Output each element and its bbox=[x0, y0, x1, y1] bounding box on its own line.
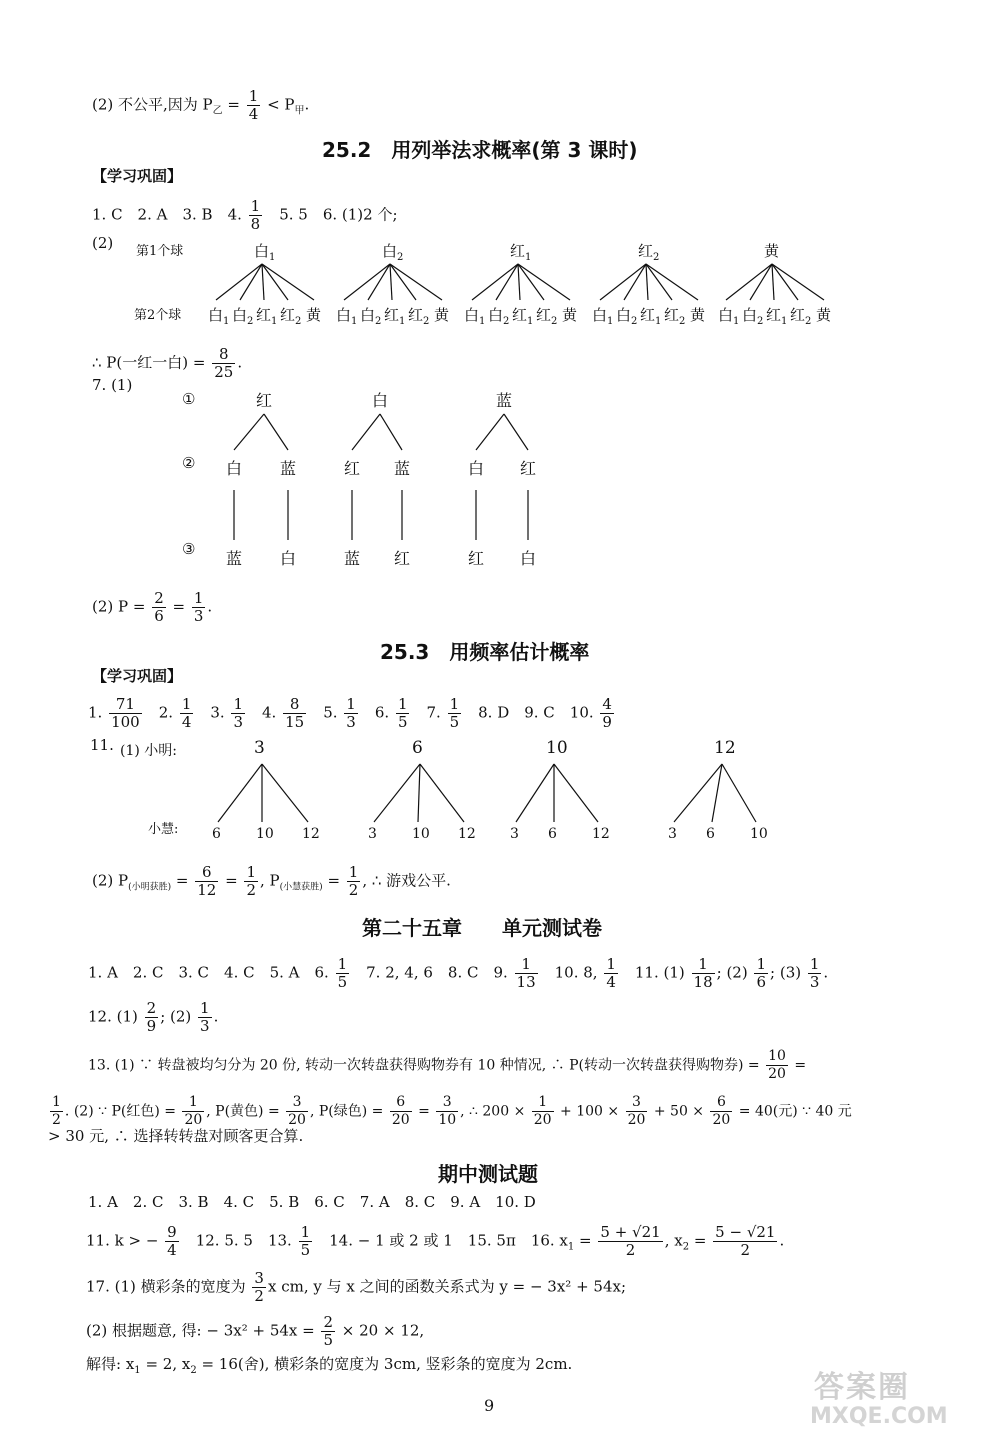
tree-edge bbox=[504, 414, 528, 450]
fraction: $\frac{1}{3}$ bbox=[193, 589, 204, 625]
answer-line-unit-13b: $\frac{1}{2}$ . (2) ∵ P(红色) = $\frac{1}{20}$ , P(黄色) = $\frac{3}{20}$ , P(绿色) = $\frac{6}{20}$ = $\frac{3}{10}$ , ∴ 200 × $\frac{1}{20}$ + 100 × $\frac{3}{20}$ + 50 × $\frac{6}{20}$ = 40(元) ∵ 40 元 bbox=[52, 1094, 852, 1128]
section-title: 期中测试题 bbox=[438, 1162, 538, 1186]
tree-node-leaf: 红$_2$ bbox=[536, 306, 558, 327]
tree-node-leaf: 3 bbox=[668, 826, 677, 842]
tree-node-top: 6 bbox=[412, 738, 423, 758]
tree-row1-label: 第1个球 bbox=[136, 244, 184, 259]
tree-node-leaf: 10 bbox=[750, 826, 768, 842]
tree-node-mid: 红 bbox=[344, 459, 361, 478]
tree-node-top: 红$_1$ bbox=[510, 242, 532, 263]
tree-node-leaf: 红$_1$ bbox=[640, 306, 662, 327]
q7-label: 7. (1) bbox=[92, 376, 133, 394]
tree-node-leaf: 黄 bbox=[690, 306, 706, 324]
tree-node-leaf: 3 bbox=[368, 826, 377, 842]
tree-node-top: 黄 bbox=[764, 242, 780, 260]
tree-edge bbox=[600, 264, 646, 300]
tree-node-bottom: 白 bbox=[280, 549, 297, 568]
tree-node-leaf: 10 bbox=[412, 826, 430, 842]
tree-edge bbox=[518, 264, 570, 300]
tree-node-leaf: 红$_1$ bbox=[256, 306, 278, 327]
tree-edge bbox=[390, 264, 442, 300]
tree-row2-label: 第2个球 bbox=[134, 308, 182, 323]
tree-edge bbox=[496, 264, 518, 300]
tree-node-leaf: 白$_1$ bbox=[336, 306, 358, 327]
tree-node-mid: 蓝 bbox=[394, 459, 411, 478]
tree-node-leaf: 白$_2$ bbox=[232, 306, 254, 327]
tree-node-bottom: 白 bbox=[520, 549, 537, 568]
tree-node-leaf: 12 bbox=[592, 826, 610, 842]
section-tag: 【学习巩固】 bbox=[92, 667, 183, 685]
tree-node-leaf: 白$_1$ bbox=[592, 306, 614, 327]
answer-line-probability: ∴ P(一红一白) = $\frac{8}{25}$ . bbox=[92, 345, 243, 381]
tree-node-leaf: 10 bbox=[256, 826, 274, 842]
tree-edge bbox=[476, 414, 504, 450]
tree-node-leaf: 红$_1$ bbox=[766, 306, 788, 327]
tree-node-top: 红 bbox=[256, 391, 273, 410]
answer-line-1-6: 1. C 2. A 3. B 4. $\frac{1}{8}$ 5. 5 6. (1)2 个; bbox=[92, 197, 398, 233]
tree-edge bbox=[240, 264, 262, 300]
watermark-logo: 答案圈 bbox=[814, 1370, 910, 1405]
tree-edge bbox=[218, 764, 262, 822]
tree-node-bottom: 红 bbox=[394, 549, 411, 568]
answer-line-mid-17-2: (2) 根据题意, 得: − 3x² + 54x = $\frac{2}{5}$ × 20 × 12, bbox=[86, 1313, 425, 1349]
tree-edge bbox=[726, 264, 772, 300]
section-title: 第二十五章 单元测试卷 bbox=[362, 916, 602, 940]
tree-edge bbox=[646, 264, 698, 300]
tree-edge bbox=[712, 764, 722, 822]
q7-circle-3: ③ bbox=[182, 540, 196, 558]
tree-edge bbox=[518, 264, 544, 300]
answer-line-unit-13c: > 30 元, ∴ 选择转转盘对顾客更合算. bbox=[48, 1127, 304, 1145]
tree-edge bbox=[352, 414, 380, 450]
tree-node-top: 12 bbox=[714, 738, 736, 758]
tree-node-leaf: 白$_1$ bbox=[208, 306, 230, 327]
tree-node-top: 3 bbox=[254, 738, 265, 758]
tree-edge bbox=[750, 264, 772, 300]
tree-node-bottom: 蓝 bbox=[226, 549, 243, 568]
tree-edge bbox=[772, 264, 798, 300]
answer-line-1-10: 1. $\frac{71}{100}$ 2. $\frac{1}{4}$ 3. $\frac{1}{3}$ 4. $\frac{8}{15}$ 5. $\frac{1}{3}$ 6. $\frac{1}{5}$ 7. $\frac{1}{5}$ 8. D 9. C 10. $\frac{4}{9}$ bbox=[88, 695, 612, 731]
tree-edge bbox=[380, 414, 402, 450]
tree-node-bottom: 红 bbox=[468, 549, 485, 568]
fraction: $\frac{8}{25}$ bbox=[214, 345, 234, 381]
tree-node-leaf: 白$_1$ bbox=[718, 306, 740, 327]
section-tag: 【学习巩固】 bbox=[92, 167, 183, 185]
q7-circle-2: ② bbox=[182, 454, 196, 472]
tree-edge bbox=[418, 764, 420, 822]
tree-node-leaf: 白$_1$ bbox=[464, 306, 486, 327]
tree-edge bbox=[722, 764, 756, 822]
tree-node-leaf: 12 bbox=[302, 826, 320, 842]
tree-node-mid: 红 bbox=[520, 459, 537, 478]
tree-node-leaf: 黄 bbox=[562, 306, 578, 324]
tree-node-leaf: 红$_2$ bbox=[664, 306, 686, 327]
tree-node-leaf: 白$_2$ bbox=[360, 306, 382, 327]
answer-line-q11-2: (2) $P_{(小明获胜)}$ = $\frac{6}{12}$ = $\frac{1}{2}$ , $P_{(小慧获胜)}$ = $\frac{1}{2}$ , ∴ 游戏公平. bbox=[92, 863, 451, 899]
tree-node-leaf: 黄 bbox=[816, 306, 832, 324]
tree-node-top: 白 bbox=[372, 391, 389, 410]
tree-edge bbox=[554, 764, 598, 822]
tree-edge bbox=[216, 264, 262, 300]
answer-line-unit-12: 12. (1) $\frac{2}{9}$ ; (2) $\frac{1}{3}$ . bbox=[88, 999, 219, 1035]
tree-edge bbox=[646, 264, 672, 300]
answer-line-unit-1-11: 1. A 2. C 3. C 4. C 5. A 6. $\frac{1}{5}$ 7. 2, 4, 6 8. C 9. $\frac{1}{13}$ 10. 8, $\frac{1}{4}$ 11. (1) $\frac{1}{18}$ ; (2) $\frac{1}{6}$ ; (3) $\frac{1}{3}$ . bbox=[88, 955, 829, 991]
tree-edge bbox=[262, 264, 288, 300]
answer-line-fairness: (2) 不公平,因为 $P_乙$ = $\frac{1}{4}$ < $P_甲$. bbox=[92, 87, 310, 123]
tree-edge bbox=[262, 264, 264, 300]
tree-edge bbox=[368, 264, 390, 300]
tree-node-top: 白$_2$ bbox=[382, 242, 404, 263]
tree-node-mid: 蓝 bbox=[280, 459, 297, 478]
tree-edge bbox=[516, 764, 554, 822]
tree-node-top: 白$_1$ bbox=[254, 242, 276, 263]
tree-edge bbox=[646, 264, 648, 300]
q11-label: 11. bbox=[90, 736, 114, 754]
tree-label: (2) bbox=[92, 234, 114, 252]
tree-edge bbox=[234, 414, 264, 450]
tree-node-top: 蓝 bbox=[496, 391, 513, 410]
tree-node-top: 红$_2$ bbox=[638, 242, 660, 263]
tree-edge bbox=[518, 264, 520, 300]
tree-node-leaf: 黄 bbox=[306, 306, 322, 324]
tree-edge bbox=[344, 264, 390, 300]
tree-edge bbox=[390, 264, 416, 300]
tree-edge bbox=[262, 764, 308, 822]
tree-node-leaf: 3 bbox=[510, 826, 519, 842]
answer-line-q7-2: (2) P = $\frac{2}{6}$ = $\frac{1}{3}$ . bbox=[92, 589, 213, 625]
tree-edge bbox=[472, 264, 518, 300]
tree-node-leaf: 12 bbox=[458, 826, 476, 842]
tree-edge bbox=[420, 764, 464, 822]
tree-edge bbox=[772, 264, 824, 300]
fraction: $\frac{2}{6}$ bbox=[154, 589, 164, 625]
tree-edge bbox=[262, 264, 314, 300]
tree-edge bbox=[374, 764, 420, 822]
page-number: 9 bbox=[484, 1396, 495, 1415]
tree-edge bbox=[390, 264, 392, 300]
fraction: $\frac{1}{8}$ bbox=[250, 197, 261, 233]
tree-node-leaf: 6 bbox=[706, 826, 715, 842]
tree-node-leaf: 红$_2$ bbox=[790, 306, 812, 327]
section-title: 25.2 用列举法求概率(第 3 课时) bbox=[322, 138, 638, 162]
section-title: 25.3 用频率估计概率 bbox=[380, 640, 590, 664]
answer-line-mid-17: 17. (1) 横彩条的宽度为 $\frac{3}{2}$ x cm, y 与 x 之间的函数关系式为 y = − 3x² + 54x; bbox=[86, 1269, 626, 1305]
tree-node-leaf: 白$_2$ bbox=[488, 306, 510, 327]
tree-node-mid: 白 bbox=[468, 459, 485, 478]
tree-edge bbox=[264, 414, 288, 450]
tree-node-leaf: 白$_2$ bbox=[742, 306, 764, 327]
tree-node-leaf: 红$_2$ bbox=[408, 306, 430, 327]
q11-sub2: 小慧: bbox=[148, 822, 179, 837]
q11-sub1: (1) 小明: bbox=[120, 743, 177, 759]
tree-node-leaf: 红$_1$ bbox=[512, 306, 534, 327]
answer-line-mid-17-solve: 解得: $x_1 = 2$, $x_2 = 16$(舍), 横彩条的宽度为 3cm, 竖彩条的宽度为 2cm. bbox=[86, 1355, 573, 1376]
tree-node-bottom: 蓝 bbox=[344, 549, 361, 568]
tree-node-leaf: 6 bbox=[212, 826, 221, 842]
answer-line-mid-1-10: 1. A 2. C 3. B 4. C 5. B 6. C 7. A 8. C 9. A 10. D bbox=[88, 1193, 536, 1211]
tree-node-mid: 白 bbox=[226, 459, 243, 478]
answer-line-unit-13a: 13. (1) ∵ 转盘被均匀分为 20 份, 转动一次转盘获得购物券有 10 种情况, ∴ P(转动一次转盘获得购物券) = $\frac{10}{20}$ = bbox=[88, 1048, 807, 1082]
answer-line-mid-11-16: 11. k > − $\frac{9}{4}$ 12. 5. 5 13. $\frac{1}{5}$ 14. − 1 或 2 或 1 15. 5π 16. $x_1$ = $\frac{5 + √21}{2}$ , $x_2$ = $\frac{5 - √21}{2}$ . bbox=[86, 1223, 785, 1259]
tree-node-leaf: 白$_2$ bbox=[616, 306, 638, 327]
fraction: $\frac{1}{4}$ bbox=[248, 87, 259, 123]
tree-edge bbox=[772, 264, 774, 300]
tree-edge bbox=[624, 264, 646, 300]
tree-node-leaf: 黄 bbox=[434, 306, 450, 324]
q7-circle-1: ① bbox=[182, 390, 196, 408]
tree-node-leaf: 红$_1$ bbox=[384, 306, 406, 327]
tree-node-leaf: 红$_2$ bbox=[280, 306, 302, 327]
tree-node-top: 10 bbox=[546, 738, 568, 758]
watermark-url: MXQE.COM bbox=[810, 1404, 948, 1429]
tree-edge bbox=[674, 764, 722, 822]
tree-node-leaf: 6 bbox=[548, 826, 557, 842]
